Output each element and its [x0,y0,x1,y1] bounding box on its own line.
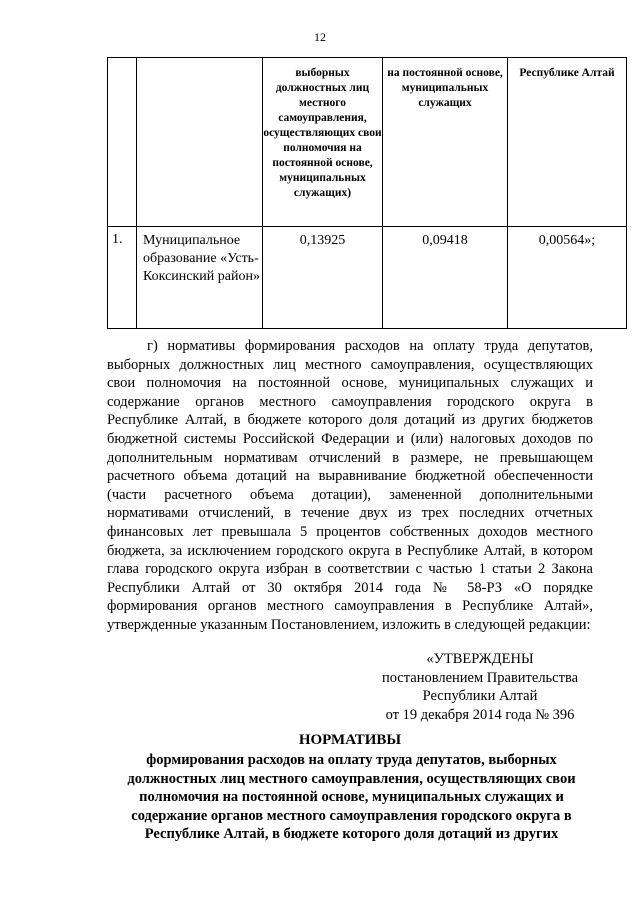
normatives-table [107,57,627,329]
row-number: 1. [108,227,137,329]
row-value-2: 0,09418 [383,227,508,329]
header-cell-number [108,58,137,227]
header-cell-elected-officials: выборных должностных лиц местного самоуправления, осуществляющих свои полномочия на постоянной основе, муниципальных служащих) [263,58,383,227]
row-value-3: 0,00564»; [508,227,627,329]
approval-line-resolution: постановлением Правительства [381,669,579,686]
header-cell-republic: Республике Алтай [508,58,627,227]
header-cell-name [137,58,263,227]
header-cell-permanent-basis: на постоянной основе, муниципальных служащих [383,58,508,227]
approval-block [360,650,600,724]
approval-line-republic: Республики Алтай [422,688,538,704]
row-municipality-name: Муниципальное образование «Усть-Коксинский район» [137,227,263,329]
document-title: НОРМАТИВЫ [298,732,402,748]
document-subtitle: формирования расходов на оплату труда депутатов, выборных должностных лиц местного самоуправления, осуществляющих свои полномочия на постоянной основе, муниципальных служащих и содержание органов местного самоуправления городского округа в Республике Алтай, в бюджете которого доля дотаций из других [127,752,576,842]
table-header-row [108,58,627,227]
page-number: 12 [314,30,326,44]
body-paragraph: г) нормативы формирования расходов на оплату труда депутатов, выборных должностных лиц местного самоуправления, осуществляющих свои полномочия на постоянной основе, муниципальных служащих и содержание органов местного самоуправления городского округа в Республике Алтай, в бюджете которого доля дотаций из других бюджетов бюджетной системы Российской Федерации и (или) налоговых доходов по дополнительным нормативам отчислений в размере, не превышающем расчетного объема дотаций на выравнивание бюджетной обеспеченности (части расчетного объема дотации), замененной дополнительными нормативами отчислений, в течение двух из трех последних отчетных финансовых лет превышала 5 процентов собственных доходов местного бюджета, за исключением городского округа в Республике Алтай, в котором глава городского округа избран в соответствии с частью 1 статьи 2 Закона Республики Алтай от 30 октября 2014 года № 58-РЗ «О порядке формирования органов местного самоуправления в Республике Алтай», утвержденные указанным Постановлением, изложить в следующей редакции: [107,338,593,633]
approval-line-date: от 19 декабря 2014 года № 396 [385,706,575,723]
table-row [108,227,627,329]
row-value-1: 0,13925 [263,227,383,329]
approval-line-approved: «УТВЕРЖДЕНЫ [426,651,534,667]
